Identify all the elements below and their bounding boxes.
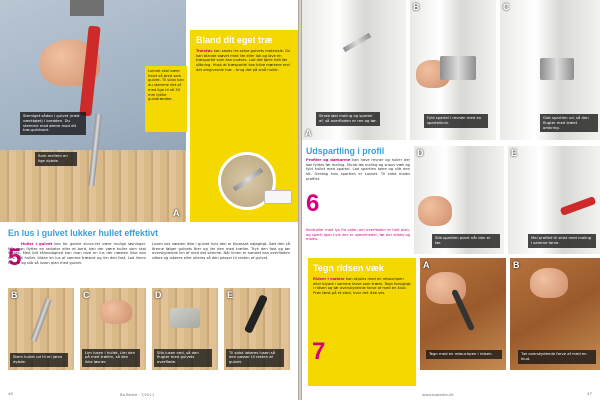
- right-photo-e: [508, 146, 600, 254]
- small-photo-c: [80, 288, 146, 370]
- right-photo-e-letter: E: [511, 148, 518, 158]
- right-photo-scratch-b: [510, 258, 600, 370]
- putty-knife-c: [540, 58, 574, 80]
- left-column-1: Huller i gulvet kan for gamle skrue-ret være mulige løsninger. Når man flytter en radiator eller et bord, kan der være huller som skal lukkes. Med lidt tålmodighed kan man lave en lus der næsten ikke kan ses. Mål hullet, tildan en lus af samme træsort og lim den fast. Lad limen hærde og slib så lusen plan med gulvet.: [8, 242, 146, 265]
- right-website: www.bobedre.dk: [422, 392, 454, 397]
- small-photo-e: [224, 288, 290, 370]
- left-column-1-lead: Huller i gulvet: [21, 242, 53, 246]
- scratch-b-caption: Tør overskydende farve af med en klud.: [518, 350, 596, 364]
- right-heading-1: Udspartling i profil: [306, 146, 385, 156]
- small-photo-d: [152, 288, 218, 370]
- right-photo-a-letter: A: [305, 128, 312, 138]
- small-photo-e-letter: E: [227, 290, 234, 300]
- hero-info-box: [145, 66, 187, 132]
- right-photo-b: [410, 0, 496, 140]
- left-heading: En lus i gulvet lukker hullet effektivt: [8, 228, 159, 238]
- tip-box: [190, 30, 298, 222]
- glue-tube: [264, 190, 292, 204]
- hand-scratch-b: [530, 268, 568, 298]
- tip-box-lead: Træstøv: [196, 49, 213, 53]
- hero-photo-letter: A: [173, 208, 180, 218]
- scratch-b-letter: B: [513, 260, 520, 270]
- left-page: [0, 0, 298, 400]
- step7-text: Ridser i møbler kan skjules med en retouchpen eller blyant i samme farve som træet. Tegn forsigtigt i ridsen og tør overskydende farve af med en klud. Prøv først på et sted, hvor det ikke ses.: [313, 277, 411, 296]
- right-page: [302, 0, 600, 400]
- right-photo-d: [414, 146, 504, 254]
- scraper-a: [343, 33, 371, 52]
- small-photo-c-caption: Lim lusen i hullet. Lim den på med trælim, så den ikke løsner.: [82, 349, 140, 367]
- left-folio: 46: [8, 391, 13, 396]
- brush-e: [244, 294, 268, 334]
- step-number-5: 5: [8, 244, 22, 271]
- small-photo-c-letter: C: [83, 290, 90, 300]
- step6-text: Profiler og dørkarme kan have revner og huller der bør fyldes før maling. Skrab løs maling og snavs væk og fyld hullet med spartel. Lad spartlen tørre og slib den let. Gentag hvis spartlen er sunket. Til sidst males profilet.: [306, 158, 410, 181]
- step7-title: Tegn ridsen væk: [313, 263, 384, 273]
- right-photo-c: [500, 0, 600, 140]
- right-photo-c-caption: Glat spartlen ud, så den flugter med træet omkring.: [540, 114, 598, 132]
- scratch-a-caption: Tegn med en retouchpen i ridsen.: [426, 350, 502, 359]
- step-number-7: 7: [312, 338, 326, 365]
- right-photo-b-letter: B: [413, 2, 420, 12]
- step7-lead: Ridser i møbler: [313, 277, 345, 281]
- scratch-a-letter: A: [423, 260, 430, 270]
- spatula: [233, 168, 264, 192]
- hand-d: [418, 196, 452, 226]
- right-folio: 47: [587, 391, 592, 396]
- step7-box: [308, 258, 416, 386]
- right-photo-b-caption: Fyld spartel i revnen med en spartelkniv.: [424, 114, 488, 128]
- step-number-6: 6: [306, 190, 320, 217]
- hero-caption-bottom: Stemiget sådan i gulvet (med værktøjet) i bredden. Du stemme mod ørene mod dit træ-gulvbord.: [20, 112, 86, 135]
- tip-box-text: Træstøv kan saves fra selve gulvets materiale. Du kan blande støvet med lim eller lak og lave en træspartel som kan pudses. Lad det tørre helt før slibning. Husk at træspartel kan blive mørkere end det omgivende træ – brug det på små huller.: [196, 49, 291, 72]
- small-photo-d-letter: D: [155, 290, 162, 300]
- hero-caption-top: Luknet skal være halvt så bred som gulvet. Til sidst kan du stemme det af med lige til så 30 mm tykke gulvbrædder.: [148, 69, 184, 102]
- step6-lead: Profiler og dørkarme: [306, 158, 351, 162]
- tip-box-title: Bland dit eget træ: [196, 35, 273, 45]
- right-photo-d-letter: D: [417, 148, 424, 158]
- hand-c: [100, 300, 132, 324]
- right-photo-a-caption: Skrab løst maling og spartel af, så overfladen er ren og tør.: [316, 112, 380, 126]
- right-photo-c-letter: C: [503, 2, 510, 12]
- small-photo-b-caption: Stem hullet ud til en jævn dybde.: [10, 353, 68, 367]
- hammer-head: [70, 0, 104, 16]
- right-photo-d-caption: Slib spartlen plant når den er tør.: [432, 234, 500, 248]
- sanding-block: [170, 308, 200, 328]
- right-photo-scratch-a: [420, 258, 506, 370]
- small-photo-e-caption: Til sidst lakeres lusen så den passer til resten af gulvet.: [226, 349, 284, 367]
- hero-caption-side: Som mellem en lige dybde.: [35, 152, 77, 166]
- step6-text-2: Kontroller med lys fra siden om overfladen er helt plan, og spartl igen hvis der er ujævnheder, før der slibes og males.: [306, 228, 410, 242]
- right-photo-a: [302, 0, 406, 140]
- right-photo-e-caption: Mal profilet til sidst med maling i samme farve.: [528, 234, 596, 248]
- small-photo-b: [8, 288, 74, 370]
- small-photo-d-caption: Slib lusen ned, så den flugter med gulvets overflade.: [154, 349, 212, 367]
- brush-handle-e: [560, 196, 597, 216]
- left-magazine-name: Bo Bedre · 7/2011: [120, 392, 155, 397]
- chisel-b: [31, 298, 52, 341]
- small-photo-b-letter: B: [11, 290, 18, 300]
- left-column-2: Lusen ses næsten ikke i gulvet hvis den er tilpasset nøjagtigt. Sæt den så årerne følger gulvets årer og lim den med trælim. Tryk den fast og tør overskydende lim af med det samme. Når limen er hærdet kan overfladen slibes og lakeres eller olieres så den passer til resten af gulvet.: [152, 242, 290, 261]
- putty-knife-b: [440, 56, 476, 80]
